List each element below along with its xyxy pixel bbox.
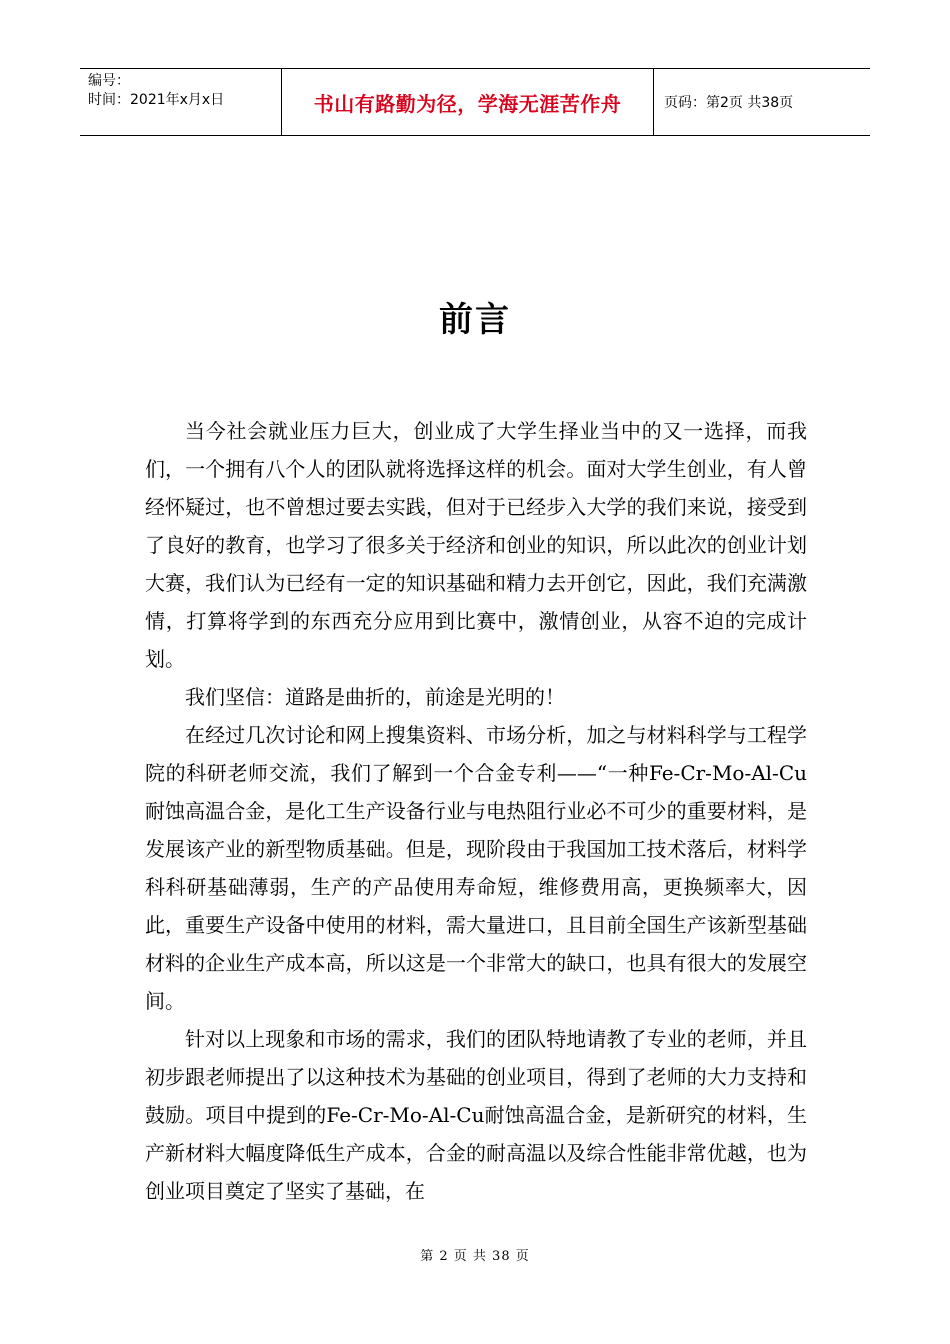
header-motto-cell [282,69,654,135]
header-meta-cell [80,69,282,135]
header-page-cell [654,69,870,135]
page-title: 前言 [439,300,511,340]
document-header [80,68,870,136]
number-label: 编号： [88,73,130,89]
paragraph: 针对以上现象和市场的需求，我们的团队特地请教了专业的老师，并且初步跟老师提出了以这种技术为基础的创业项目，得到了老师的大力支持和鼓励。项目中提到的Fe-Cr-Mo-Al-Cu耐蚀高温合金，是新研究的材料，生产新材料大幅度降低生产成本，合金的耐高温以及综合性能非常优越，也为创业项目奠定了坚实了基础，在 [145,1027,807,1203]
paragraph: 在经过几次讨论和网上搜集资料、市场分析，加之与材料科学与工程学院的科研老师交流，我们了解到一个合金专利——“一种Fe-Cr-Mo-Al-Cu耐蚀高温合金，是化工生产设备行业与电热阻行业必不可少的重要材料，是发展该产业的新型物质基础。但是，现阶段由于我国加工技术落后，材料学科科研基础薄弱，生产的产品使用寿命短，维修费用高，更换频率大，因此，重要生产设备中使用的材料，需大量进口，且目前全国生产该新型基础材料的企业生产成本高，所以这是一个非常大的缺口，也具有很大的发展空间。 [145,723,807,1013]
paragraph: 我们坚信：道路是曲折的，前途是光明的！ [185,685,565,709]
time-label: 时间：2021年x月x日 [88,92,225,108]
paragraph: 当今社会就业压力巨大，创业成了大学生择业当中的又一选择，而我们，一个拥有八个人的团队就将选择这样的机会。面对大学生创业，有人曾经怀疑过，也不曾想过要去实践，但对于已经步入大学的我们来说，接受到了良好的教育，也学习了很多关于经济和创业的知识，所以此次的创业计划大赛，我们认为已经有一定的知识基础和精力去开创它，因此，我们充满激情，打算将学到的东西充分应用到比赛中，激情创业，从容不迫的完成计划。 [145,419,807,671]
document-body [145,412,807,1210]
page-code: 页码：第2页 共38页 [664,95,794,111]
motto-text: 书山有路勤为径，学海无涯苦作舟 [313,91,622,116]
page-footer: 第 2 页 共 38 页 [420,1249,530,1264]
